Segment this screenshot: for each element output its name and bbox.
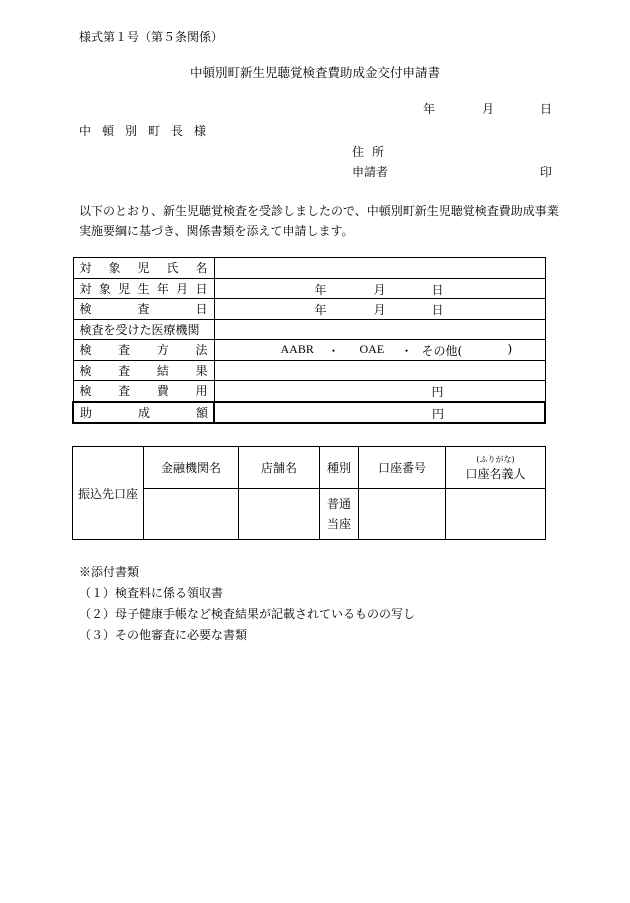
cost-yen-label: 円 [431,385,444,399]
label-char: 対 [79,281,92,296]
table-row [73,360,545,381]
account-holder-field[interactable] [446,489,546,540]
label-char: 検 [79,343,92,358]
cost-field[interactable] [214,381,545,402]
bank-row-label: 振込先口座 [73,447,144,540]
seal-mark: 印 [540,165,553,179]
label-char: 検 [79,363,92,378]
table-row [73,278,545,299]
label-char: 生 [137,281,150,296]
label-char: 対 [79,261,92,276]
birth-month-label: 月 [373,282,386,297]
notes-heading: ※添付書類 [79,565,140,579]
list-item: （１）検査料に係る領収書 [79,586,224,600]
exam-info-table [72,257,546,424]
label-char: 象 [108,261,121,276]
account-type-field[interactable] [320,489,359,540]
applicant-label: 申請者 [352,165,389,179]
list-item: （２）母子健康手帳など検査結果が記載されているものの写し [79,607,416,621]
date-month-label: 月 [482,102,495,116]
exam-date-label [73,299,214,320]
label-char: 査 [137,302,150,317]
label-char: 査 [118,384,131,399]
account-holder-header [446,447,546,489]
method-oae[interactable]: OAE [359,342,385,356]
birth-date-label [73,278,214,299]
table-row [73,381,545,402]
table-row [73,319,545,340]
addressee: 中頓別町長様 [79,124,218,138]
birth-year-label: 年 [314,282,327,297]
subsidy-label [73,402,214,423]
type-regular[interactable]: 普通 [326,497,351,511]
method-other-close: ) [507,342,513,356]
application-statement: 以下のとおり、新生児聴覚検査を受診しましたので、中頓別町新生児聴覚検査費助成事業実施要綱に基づき、関係書類を添えて申請します。 [79,204,559,238]
application-date [420,100,553,116]
exam-date-field[interactable] [214,299,545,320]
subsidy-yen-label: 円 [432,406,445,421]
label-char: 成 [137,405,150,420]
clinic-label: 検査を受けた医療機関 [73,319,214,340]
branch-name-header: 店舗名 [239,447,320,489]
label-char: 年 [156,281,169,296]
label-char: 方 [156,343,169,358]
document-title: 中頓別町新生児聴覚検査費助成金交付申請書 [189,65,440,80]
attachments-notes [79,562,415,646]
furigana-label: (ふりがな) [476,454,515,464]
list-item: （３）その他審査に必要な書類 [79,628,248,642]
label-char: 検 [79,302,92,317]
subsidy-field[interactable] [214,402,545,423]
result-label [73,360,214,381]
branch-name-field[interactable] [239,489,320,540]
label-char: 果 [195,363,208,378]
method-other[interactable]: その他( [421,344,463,358]
label-char: 象 [98,281,111,296]
table-row [73,402,545,423]
bank-name-field[interactable] [144,489,239,540]
label-char: 用 [195,384,208,399]
label-char: 額 [195,405,208,420]
date-year-label: 年 [423,102,436,116]
exam-day-label: 日 [431,303,444,317]
label-char: 児 [137,261,150,276]
table-row [73,340,545,361]
label-char: 法 [195,343,208,358]
label-char: 児 [118,281,131,296]
label-char: 月 [176,281,189,296]
label-char: 結 [156,363,169,378]
child-name-label [73,258,214,279]
birth-date-field[interactable] [214,278,545,299]
label-char: 名 [195,261,208,276]
address-label: 住所 [352,145,393,159]
label-char: 日 [195,281,208,296]
bank-account-table [72,446,546,540]
label-char: 氏 [166,261,179,276]
method-aabr[interactable]: AABR [280,342,314,356]
table-row [73,447,546,489]
account-number-header: 口座番号 [359,447,446,489]
label-char: 助 [80,405,93,420]
clinic-field[interactable] [214,319,545,340]
form-number: 様式第１号（第５条関係） [79,30,224,44]
label-char: 査 [118,363,131,378]
account-type-header: 種別 [320,447,359,489]
account-number-field[interactable] [359,489,446,540]
exam-year-label: 年 [314,303,327,317]
account-holder-label: 口座名義人 [465,466,526,481]
table-row [73,258,545,279]
date-day-label: 日 [540,102,553,116]
method-label [73,340,214,361]
table-row [73,299,545,320]
birth-day-label: 日 [431,282,444,297]
child-name-field[interactable] [214,258,545,279]
cost-label [73,381,214,402]
label-char: 日 [195,302,208,317]
method-field[interactable] [214,340,545,361]
label-char: 査 [118,343,131,358]
label-char: 費 [156,384,169,399]
bank-name-header: 金融機関名 [144,447,239,489]
table-row [73,489,546,540]
method-separator: ・ [400,344,413,358]
exam-month-label: 月 [373,303,386,317]
type-current[interactable]: 当座 [326,517,351,531]
method-separator: ・ [327,344,340,358]
label-char: 検 [79,384,92,399]
result-field[interactable] [214,360,545,381]
